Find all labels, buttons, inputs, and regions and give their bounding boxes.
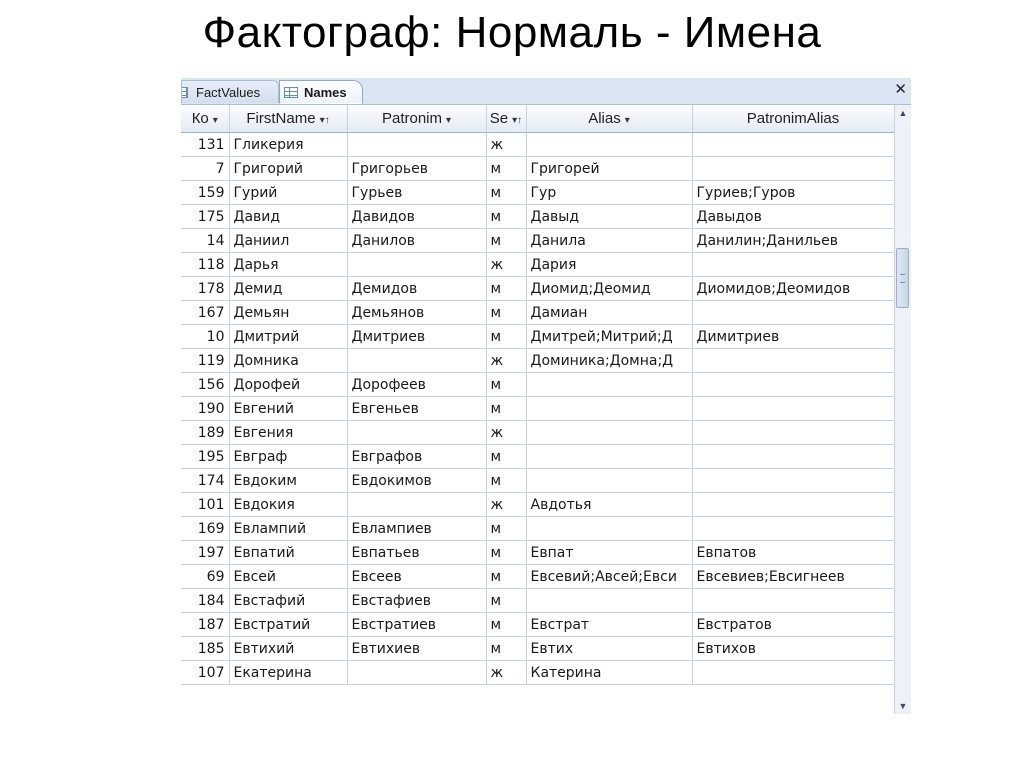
cell-patronimalias[interactable]	[692, 301, 894, 325]
table-row[interactable]	[181, 589, 894, 613]
table-row[interactable]	[181, 493, 894, 517]
cell-firstname[interactable]: Евгения	[229, 421, 347, 445]
scroll-down-icon[interactable]: ▼	[898, 701, 908, 711]
cell-patronimalias[interactable]	[692, 469, 894, 493]
cell-sex[interactable]: ж	[486, 661, 526, 685]
cell-patronim[interactable]: Гурьев	[347, 181, 486, 205]
cell-patronimalias[interactable]	[692, 133, 894, 157]
cell-patronimalias[interactable]	[692, 421, 894, 445]
close-icon[interactable]: ✕	[894, 81, 907, 98]
cell-patronim[interactable]: Давидов	[347, 205, 486, 229]
cell-sex[interactable]: м	[486, 517, 526, 541]
cell-patronimalias[interactable]: Гуриев;Гуров	[692, 181, 894, 205]
table-row[interactable]	[181, 349, 894, 373]
cell-sex[interactable]: м	[486, 157, 526, 181]
table-row[interactable]	[181, 421, 894, 445]
cell-id[interactable]: 178	[181, 277, 229, 301]
column-header-sex[interactable]	[486, 105, 526, 133]
cell-alias[interactable]: Евтих	[526, 637, 692, 661]
cell-id[interactable]: 7	[181, 157, 229, 181]
cell-id[interactable]: 131	[181, 133, 229, 157]
cell-firstname[interactable]: Домника	[229, 349, 347, 373]
cell-patronimalias[interactable]: Давыдов	[692, 205, 894, 229]
cell-firstname[interactable]: Давид	[229, 205, 347, 229]
cell-alias[interactable]: Дмитрей;Митрий;Д	[526, 325, 692, 349]
filter-dropdown-icon[interactable]: ▾↑	[512, 115, 523, 126]
table-row[interactable]	[181, 133, 894, 157]
cell-firstname[interactable]: Евлампий	[229, 517, 347, 541]
slide-title: Фактограф: Нормаль - Имена	[202, 8, 822, 57]
cell-alias[interactable]	[526, 589, 692, 613]
cell-patronimalias[interactable]	[692, 589, 894, 613]
cell-patronimalias[interactable]: Евсевиев;Евсигнеев	[692, 565, 894, 589]
vertical-scrollbar[interactable]	[894, 105, 911, 714]
cell-firstname[interactable]: Григорий	[229, 157, 347, 181]
cell-id[interactable]: 156	[181, 373, 229, 397]
cell-patronim[interactable]: Евстафиев	[347, 589, 486, 613]
filter-dropdown-icon[interactable]: ▾	[446, 115, 452, 126]
cell-sex[interactable]: м	[486, 589, 526, 613]
names-table	[181, 105, 894, 685]
table-row[interactable]	[181, 469, 894, 493]
object-tabbar	[181, 78, 911, 105]
table-row[interactable]	[181, 517, 894, 541]
cell-patronim[interactable]	[347, 421, 486, 445]
cell-id[interactable]: 14	[181, 229, 229, 253]
table-row[interactable]	[181, 613, 894, 637]
cell-firstname[interactable]: Евтихий	[229, 637, 347, 661]
table-row[interactable]	[181, 205, 894, 229]
cell-id[interactable]: 174	[181, 469, 229, 493]
cell-firstname[interactable]: Даниил	[229, 229, 347, 253]
cell-alias[interactable]	[526, 421, 692, 445]
cell-firstname[interactable]: Евграф	[229, 445, 347, 469]
cell-patronim[interactable]: Евдокимов	[347, 469, 486, 493]
cell-firstname[interactable]: Екатерина	[229, 661, 347, 685]
cell-alias[interactable]: Дамиан	[526, 301, 692, 325]
cell-patronim[interactable]	[347, 253, 486, 277]
cell-firstname[interactable]: Евсей	[229, 565, 347, 589]
cell-id[interactable]: 175	[181, 205, 229, 229]
cell-patronim[interactable]: Евстратиев	[347, 613, 486, 637]
table-row[interactable]	[181, 541, 894, 565]
cell-firstname[interactable]: Евдокия	[229, 493, 347, 517]
cell-sex[interactable]: м	[486, 637, 526, 661]
cell-id[interactable]: 167	[181, 301, 229, 325]
table-row[interactable]	[181, 445, 894, 469]
cell-patronimalias[interactable]: Диомидов;Деомидов	[692, 277, 894, 301]
cell-patronim[interactable]: Евпатьев	[347, 541, 486, 565]
cell-alias[interactable]: Диомид;Деомид	[526, 277, 692, 301]
tab-factvalues[interactable]	[181, 80, 279, 103]
cell-id[interactable]: 197	[181, 541, 229, 565]
cell-patronim[interactable]: Евсеев	[347, 565, 486, 589]
cell-sex[interactable]: ж	[486, 493, 526, 517]
cell-id[interactable]: 159	[181, 181, 229, 205]
table-row[interactable]	[181, 373, 894, 397]
cell-alias[interactable]	[526, 469, 692, 493]
cell-id[interactable]: 119	[181, 349, 229, 373]
cell-id[interactable]: 169	[181, 517, 229, 541]
cell-alias[interactable]: Гур	[526, 181, 692, 205]
filter-dropdown-icon[interactable]: ▾	[624, 115, 630, 126]
cell-alias[interactable]: Давыд	[526, 205, 692, 229]
datasheet-window	[181, 78, 911, 714]
header-row	[181, 105, 894, 133]
cell-id[interactable]: 101	[181, 493, 229, 517]
scroll-up-icon[interactable]: ▲	[898, 108, 908, 118]
column-header-label: Alias	[588, 110, 621, 127]
cell-id[interactable]: 195	[181, 445, 229, 469]
cell-alias[interactable]: Авдотья	[526, 493, 692, 517]
cell-patronimalias[interactable]	[692, 517, 894, 541]
cell-firstname[interactable]: Евстратий	[229, 613, 347, 637]
column-header-patronimalias[interactable]	[692, 105, 894, 133]
column-header-id[interactable]	[181, 105, 229, 133]
cell-alias[interactable]: Доминика;Домна;Д	[526, 349, 692, 373]
table-row[interactable]	[181, 181, 894, 205]
cell-firstname[interactable]: Евгений	[229, 397, 347, 421]
cell-sex[interactable]: м	[486, 181, 526, 205]
datasheet-grid	[181, 105, 894, 714]
cell-id[interactable]: 187	[181, 613, 229, 637]
cell-sex[interactable]: ж	[486, 253, 526, 277]
cell-patronim[interactable]: Евлампиев	[347, 517, 486, 541]
cell-patronim[interactable]	[347, 661, 486, 685]
cell-id[interactable]: 189	[181, 421, 229, 445]
table-body	[181, 133, 894, 685]
table-row[interactable]	[181, 565, 894, 589]
cell-patronim[interactable]	[347, 133, 486, 157]
cell-patronimalias[interactable]: Данилин;Данильев	[692, 229, 894, 253]
cell-patronimalias[interactable]	[692, 373, 894, 397]
cell-patronimalias[interactable]	[692, 253, 894, 277]
cell-sex[interactable]: м	[486, 301, 526, 325]
table-row[interactable]	[181, 637, 894, 661]
cell-patronimalias[interactable]: Евтихов	[692, 637, 894, 661]
column-header-label: Patronim	[381, 110, 442, 127]
table-icon	[182, 87, 188, 98]
filter-dropdown-icon[interactable]: ▾	[212, 115, 218, 126]
cell-alias[interactable]: Дария	[526, 253, 692, 277]
table-row[interactable]	[181, 301, 894, 325]
cell-patronimalias[interactable]	[692, 445, 894, 469]
cell-id[interactable]: 10	[181, 325, 229, 349]
cell-patronim[interactable]	[347, 349, 486, 373]
cell-sex[interactable]: м	[486, 277, 526, 301]
cell-patronimalias[interactable]	[692, 349, 894, 373]
cell-id[interactable]: 185	[181, 637, 229, 661]
cell-patronim[interactable]: Григорьев	[347, 157, 486, 181]
column-header-label: PatronimAlias	[746, 110, 840, 127]
cell-alias[interactable]	[526, 445, 692, 469]
cell-firstname[interactable]: Дарья	[229, 253, 347, 277]
cell-firstname[interactable]: Евстафий	[229, 589, 347, 613]
table-row[interactable]	[181, 229, 894, 253]
cell-sex[interactable]: м	[486, 229, 526, 253]
cell-sex[interactable]: м	[486, 397, 526, 421]
cell-patronimalias[interactable]: Евпатов	[692, 541, 894, 565]
filter-dropdown-icon[interactable]: ▾↑	[319, 115, 330, 126]
cell-patronim[interactable]: Евграфов	[347, 445, 486, 469]
cell-alias[interactable]: Евстрат	[526, 613, 692, 637]
cell-patronimalias[interactable]	[692, 397, 894, 421]
cell-patronimalias[interactable]: Евстратов	[692, 613, 894, 637]
cell-firstname[interactable]: Демид	[229, 277, 347, 301]
cell-id[interactable]: 190	[181, 397, 229, 421]
cell-firstname[interactable]: Дмитрий	[229, 325, 347, 349]
table-row[interactable]	[181, 661, 894, 685]
table-row[interactable]	[181, 157, 894, 181]
cell-patronim[interactable]: Евтихиев	[347, 637, 486, 661]
cell-sex[interactable]: м	[486, 565, 526, 589]
cell-id[interactable]: 184	[181, 589, 229, 613]
column-header-label: Ко	[191, 110, 209, 127]
cell-firstname[interactable]: Евпатий	[229, 541, 347, 565]
cell-firstname[interactable]: Евдоким	[229, 469, 347, 493]
table-row[interactable]	[181, 277, 894, 301]
cell-sex[interactable]: ж	[486, 133, 526, 157]
cell-patronim[interactable]: Данилов	[347, 229, 486, 253]
cell-sex[interactable]: м	[486, 325, 526, 349]
cell-alias[interactable]: Катерина	[526, 661, 692, 685]
cell-sex[interactable]: м	[486, 541, 526, 565]
table-row[interactable]	[181, 253, 894, 277]
cell-sex[interactable]: м	[486, 205, 526, 229]
cell-alias[interactable]	[526, 133, 692, 157]
cell-firstname[interactable]: Гликерия	[229, 133, 347, 157]
cell-firstname[interactable]: Гурий	[229, 181, 347, 205]
cell-firstname[interactable]: Дорофей	[229, 373, 347, 397]
column-header-label: FirstName	[246, 110, 316, 127]
tab-names[interactable]	[279, 80, 363, 104]
cell-patronim[interactable]: Дмитриев	[347, 325, 486, 349]
cell-patronimalias[interactable]	[692, 493, 894, 517]
cell-alias[interactable]	[526, 373, 692, 397]
column-header-firstname[interactable]	[229, 105, 347, 133]
cell-patronim[interactable]: Демьянов	[347, 301, 486, 325]
tab-label: FactValues	[196, 84, 261, 100]
table-icon	[284, 87, 298, 98]
cell-id[interactable]: 118	[181, 253, 229, 277]
cell-patronim[interactable]: Дорофеев	[347, 373, 486, 397]
cell-alias[interactable]	[526, 397, 692, 421]
cell-patronimalias[interactable]	[692, 661, 894, 685]
column-header-patronim[interactable]	[347, 105, 486, 133]
cell-sex[interactable]: ж	[486, 421, 526, 445]
cell-sex[interactable]: м	[486, 469, 526, 493]
cell-alias[interactable]: Данила	[526, 229, 692, 253]
cell-id[interactable]: 69	[181, 565, 229, 589]
cell-patronim[interactable]	[347, 493, 486, 517]
table-row[interactable]	[181, 325, 894, 349]
cell-sex[interactable]: м	[486, 445, 526, 469]
column-header-label: Se	[489, 110, 509, 127]
cell-patronim[interactable]: Демидов	[347, 277, 486, 301]
cell-alias[interactable]: Евпат	[526, 541, 692, 565]
tab-label: Names	[304, 84, 347, 100]
cell-alias[interactable]: Евсевий;Авсей;Евси	[526, 565, 692, 589]
column-header-alias[interactable]	[526, 105, 692, 133]
cell-alias[interactable]	[526, 517, 692, 541]
cell-patronim[interactable]: Евгеньев	[347, 397, 486, 421]
cell-id[interactable]: 107	[181, 661, 229, 685]
table-row[interactable]	[181, 397, 894, 421]
cell-sex[interactable]: м	[486, 373, 526, 397]
cell-patronimalias[interactable]: Димитриев	[692, 325, 894, 349]
cell-patronimalias[interactable]	[692, 157, 894, 181]
cell-sex[interactable]: ж	[486, 349, 526, 373]
cell-firstname[interactable]: Демьян	[229, 301, 347, 325]
cell-sex[interactable]: м	[486, 613, 526, 637]
cell-alias[interactable]: Григорей	[526, 157, 692, 181]
scroll-thumb[interactable]	[896, 248, 909, 308]
